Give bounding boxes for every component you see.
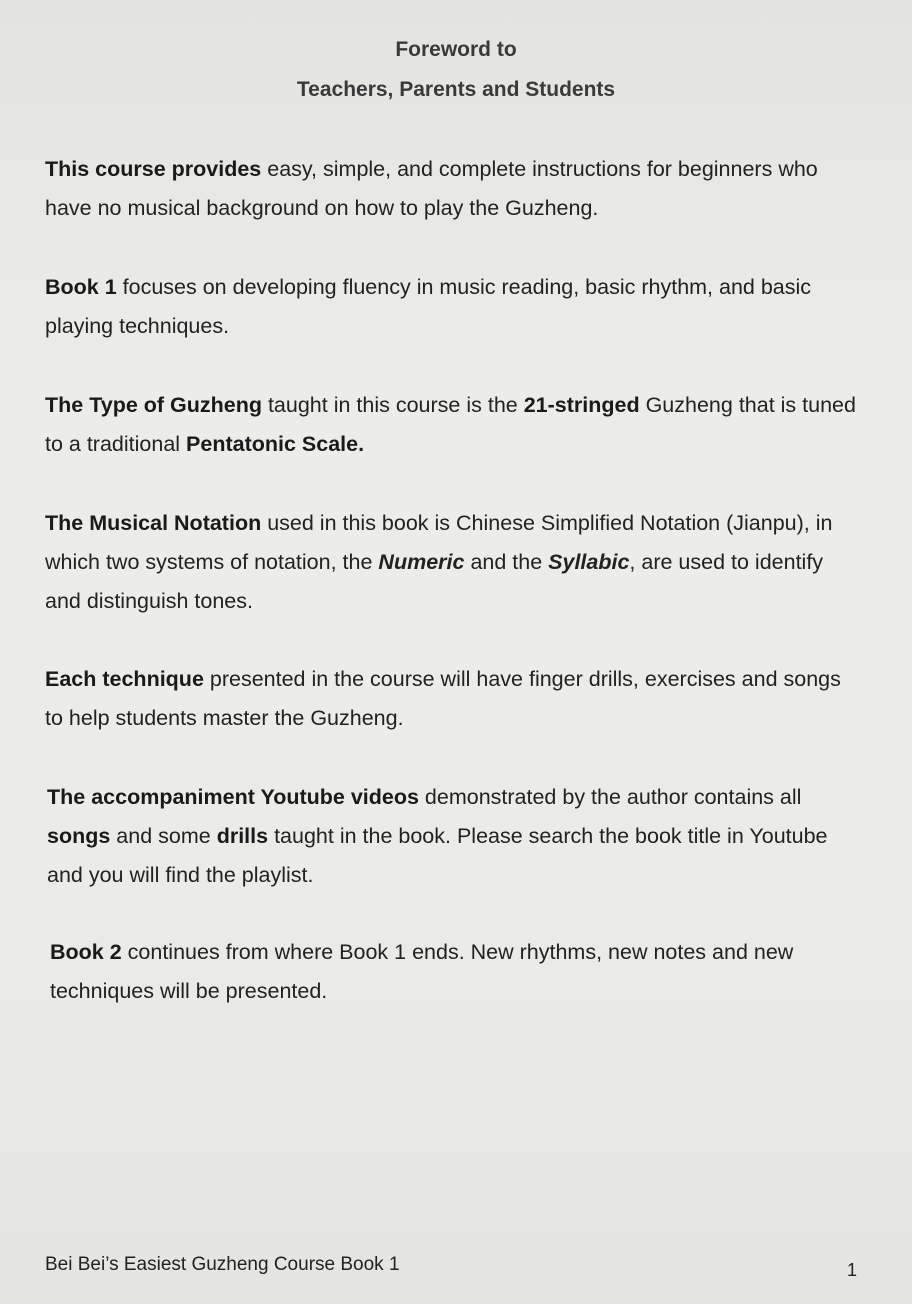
paragraph-text: and the (464, 550, 549, 574)
paragraph-text: , are used to identify and distinguish tones. (45, 550, 824, 613)
paragraph-text: and some (110, 824, 217, 848)
paragraph-text: continues from where Book 1 ends. New rhythms, new notes and new techniques will be presented. (50, 940, 794, 1003)
paragraph-text: demonstrated by the author contains all (418, 785, 802, 809)
foreword-title-line1: Foreword to (395, 38, 517, 61)
paragraph-lead: The accompaniment Youtube videos (47, 785, 419, 809)
paragraph-each-technique (45, 660, 860, 738)
paragraph-type-of-guzheng (45, 386, 860, 464)
paragraph-lead: Book 2 (50, 940, 122, 964)
paragraph-text: presented in the course will have finger drills, exercises and songs to help students master the Guzheng. (45, 667, 841, 730)
footer-book-title: Bei Bei’s Easiest Guzheng Course Book 1 (45, 1254, 400, 1275)
foreword-title-line2: Teachers, Parents and Students (296, 78, 616, 101)
emphasis-21-stringed: 21-stringed (523, 393, 640, 417)
emphasis-pentatonic-scale: Pentatonic Scale. (186, 432, 365, 456)
paragraph-lead: The Musical Notation (45, 511, 262, 535)
emphasis-syllabic: Syllabic (548, 550, 630, 574)
paragraph-text: taught in the book. Please search the book title in Youtube and you will find the playlist. (47, 824, 828, 887)
paragraph-text: focuses on developing fluency in music reading, basic rhythm, and basic playing techniques. (45, 275, 812, 338)
paragraph-lead: Each technique (45, 667, 204, 691)
paragraph-text: taught in this course is the (261, 393, 524, 417)
paragraph-lead: The Type of Guzheng (45, 393, 262, 417)
page-number: 1 (846, 1260, 857, 1280)
paragraph-youtube-videos (47, 778, 862, 895)
paragraph-text: used in this book is Chinese Simplified Notation (Jianpu), in which two systems of notation, the (45, 511, 833, 574)
paragraph-text: Guzheng that is tuned to a traditional (45, 393, 856, 456)
paragraph-book-1 (45, 268, 860, 346)
paragraph-musical-notation (45, 504, 860, 621)
paragraph-lead: Book 1 (45, 275, 117, 299)
emphasis-drills: drills (216, 824, 269, 848)
paragraph-lead: This course provides (45, 157, 262, 181)
paragraph-text: easy, simple, and complete instructions for beginners who have no musical background on how to play the Guzheng. (45, 157, 818, 220)
paragraph-book-2 (50, 933, 865, 1011)
emphasis-numeric: Numeric (378, 550, 465, 574)
emphasis-songs: songs (47, 824, 111, 848)
paragraph-course-provides (45, 150, 860, 228)
